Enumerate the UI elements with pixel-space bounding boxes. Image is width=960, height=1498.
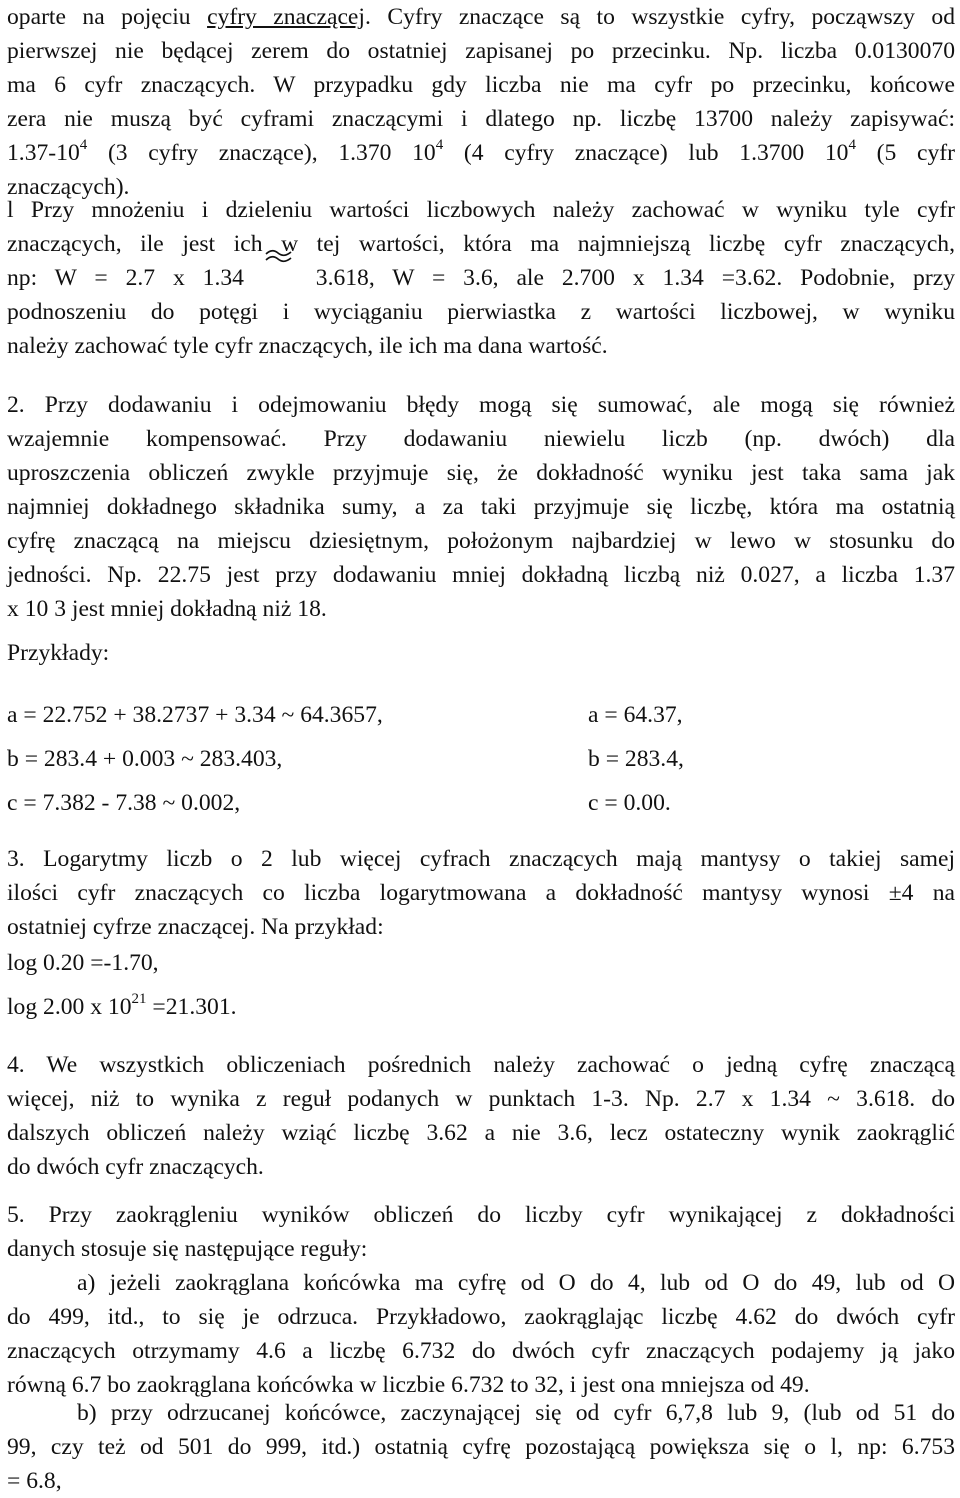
rule-2-line-2: wzajemnie kompensować. Przy dodawaniu niewielu liczb (np. dwóch) dla [7,426,955,452]
examples-heading: Przykłady: [7,640,110,666]
rule-1-line-2: znaczących, ile jest ich w tej wartości, która ma najmniejszą liczbę cyfr znaczących, [7,231,955,257]
rule-4-line-3: dalszych obliczeń należy wziąć liczbę 3.62 a nie 3.6, lecz ostateczny wynik zaokrąglić [7,1120,955,1146]
rule-1-line-5: należy zachować tyle cyfr znaczących, ile ich ma dana wartość. [7,333,608,359]
rule-2-line-5: cyfrę znaczącą na miejscu dziesiętnym, położonym najbardziej w lewo w stosunku do [7,528,955,554]
approx-symbol-icon [262,261,298,295]
rule-5b-line-3: = 6.8, [7,1468,62,1494]
significant-digit-link[interactable]: cyfry znaczącej [207,4,365,30]
rule-2-line-4: najmniej dokładnego składnika sumy, a za taki przyjmuje się liczbę, która ma ostatnią [7,494,955,520]
example-row [0,742,960,776]
intro-line-4: zera nie muszą być cyframi znaczącymi i dlatego np. liczbę 13700 należy zapisywać: [7,106,955,132]
rule-5a-line-4: równą 6.7 bo zaokrąglana końcówka w liczbie 6.732 to 32, i jest ona mniejsza od 49. [7,1372,810,1398]
rule-1-line-4: podnoszeniu do potęgi i wyciąganiu pierwiastka z wartości liczbowej, w wyniku [7,299,955,325]
rule-5-line-2: danych stosuje się następujące reguły: [7,1236,368,1262]
rule-5b-paragraph [7,1396,955,1498]
rule-3-paragraph [7,842,955,944]
log-example-1: log 0.20 =-1.70, [7,950,159,976]
rule-4-line-4: do dwóch cyfr znaczących. [7,1154,264,1180]
example-result: c = 0.00. [588,790,671,816]
intro-paragraph [7,0,955,204]
example-result: b = 283.4, [588,746,684,772]
intro-line-1: oparte na pojęciu cyfry znaczącej. Cyfry znaczące są to wszystkie cyfry, począwszy od [7,4,956,30]
intro-line-2: pierwszej nie będącej zerem do ostatniej zapisanej po przecinku. Np. liczba 0.0130070 [7,38,955,64]
rule-4-line-2: więcej, niż to wynika z reguł podanych w punktach 1-3. Np. 2.7 x 1.34 ~ 3.618. do [7,1086,955,1112]
log-example-2: log 2.00 x $10^{21} =21.301$. [7,991,237,1020]
rule-5a-line-3: znaczących otrzymamy 4.6 a liczbę 6.732 do dwóch cyfr znaczących podajemy ją jako [7,1338,955,1364]
rule-2-line-1: 2. Przy dodawaniu i odejmowaniu błędy mogą się sumować, ale mogą się również [7,392,955,418]
rule-4-line-1: 4. We wszystkich obliczeniach pośrednich należy zachować o jedną cyfrę znaczącą [7,1052,955,1078]
example-row [0,786,960,820]
rule-3-line-1: 3. Logarytmy liczb o 2 lub więcej cyfrach znaczących mają mantysy o takiej samej [7,846,955,872]
rule-2-paragraph [7,388,955,626]
intro-line-3: ma 6 cyfr znaczących. W przypadku gdy liczba nie ma cyfr po przecinku, końcowe [7,72,955,98]
rule-5-line-1: 5. Przy zaokrągleniu wyników obliczeń do liczby cyfr wynikającej z dokładności [7,1202,955,1228]
example-expression: b = 283.4 + 0.003 ~ 283.403, [7,746,283,772]
rule-1-paragraph [7,193,955,363]
example-result: a = 64.37, [588,702,683,728]
rule-3-line-3: ostatniej cyfrze znaczącej. Na przykład: [7,914,384,940]
rule-5b-line-1: b) przy odrzucanej końcówce, zaczynającej się od cyfr 6,7,8 lub 9, (lub od 51 do [77,1400,955,1426]
example-expression: a = 22.752 + 38.2737 + 3.34 ~ 64.3657, [7,702,383,728]
rule-2-line-7: x 10 3 jest mniej dokładną niż 18. [7,596,327,622]
rule-2-line-3: uproszczenia obliczeń zwykle przyjmuje się, że dokładność wyniku jest taka sama jak [7,460,955,486]
rule-5a-line-1: a) jeżeli zaokrąglana końcówka ma cyfrę od O do 4, lub od O do 49, lub od O [77,1270,955,1296]
rule-4-paragraph [7,1048,955,1184]
rule-2-line-6: jedności. Np. 22.75 jest przy dodawaniu mniej dokładną liczbą niż 0.027, a liczba 1.37 [7,562,955,588]
example-row [0,698,960,732]
rule-1-line-3: np: W = 2.7 x 1.34 3.618, W = 3.6, ale 2.700 x 1.34 =3.62. Podobnie, przy [7,261,955,295]
rule-3-line-2: ilości cyfr znaczących co liczba logarytmowana a dokładność mantysy wynosi ±4 na [7,880,955,906]
rule-1-line-1: l Przy mnożeniu i dzieleniu wartości liczbowych należy zachować w wyniku tyle cyfr [7,197,955,223]
rule-5a-line-2: do 499, itd., to się je odrzuca. Przykładowo, zaokrąglając liczbę 4.62 do dwóch cyfr [7,1304,955,1330]
rule-5b-line-2: 99, czy też od 501 do 999, itd.) ostatnią cyfrę pozostającą powiększa się o l, np: 6.753 [7,1434,955,1460]
intro-line-6: znaczących). [7,174,130,200]
intro-line-5: $1.37-10^4$ (3 cyfry znaczące), 1.370 $10^4$ (4 cyfry znaczące) lub 1.3700 $10^4$ (5 cyfr [7,137,955,166]
example-expression: c = 7.382 - 7.38 ~ 0.002, [7,790,241,816]
rule-5-paragraph [7,1198,955,1402]
